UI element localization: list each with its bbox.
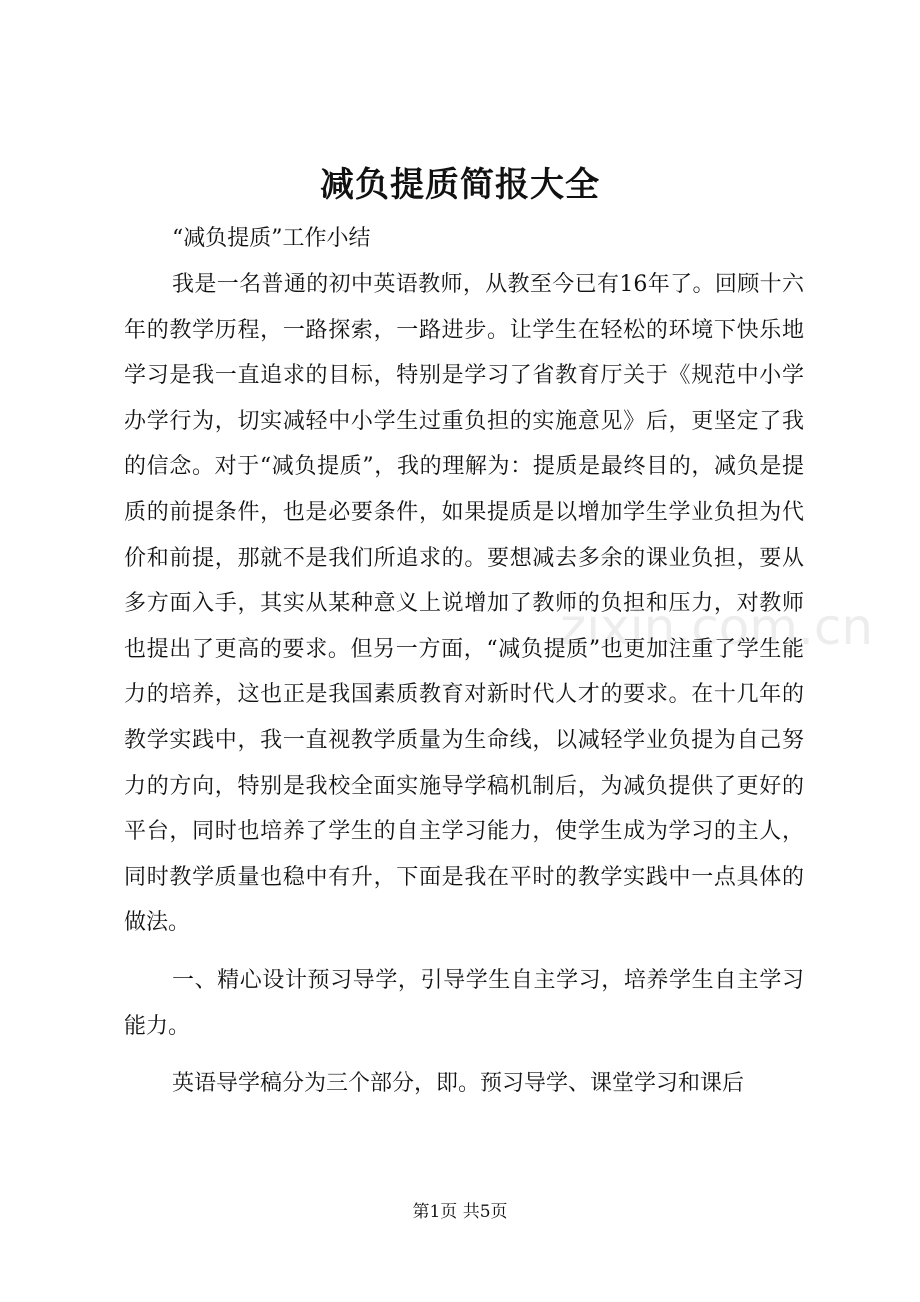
- body-paragraph: 英语导学稿分为三个部分，即。预习导学、课堂学习和课后: [172, 1071, 745, 1097]
- body-paragraph: 我是一名普通的初中英语教师，从教至今已有16年了。回顾十六年的教学历程，一路探索，一路进步。让学生在轻松的环境下快乐地学习是我一直追求的目标，特别是学习了省教育厅关于《规范中小学办学行为，切实减轻中小学生过重负担的实施意见》后，更坚定了我的信念。对于“减负提质”，我的理解为：提质是最终目的，减负是提质的前提条件，也是必要条件，如果提质是以增加学生学业负担为代价和前提，那就不是我们所追求的。要想减去多余的课业负担，要从多方面入手，其实从某种意义上说增加了教师的负担和压力，对教师也提出了更高的要求。但另一方面，“减负提质”也更加注重了学生能力的培养，这也正是我国素质教育对新时代人才的要求。在十几年的教学实践中，我一直视教学质量为生命线，以减轻学业负提为自己努力的方向，特别是我校全面实施导学稿机制后，为减负提供了更好的平台，同时也培养了学生的自主学习能力，使学生成为学习的主人，同时教学质量也稳中有升，下面是我在平时的教学实践中一点具体的做法。: [124, 272, 804, 936]
- body-paragraph: 一、精心设计预习导学，引导学生自主学习，培养学生自主学习能力。: [124, 967, 804, 1039]
- document-body: [124, 262, 804, 1107]
- watermark: zixin.com.cn: [560, 598, 874, 656]
- document-subtitle: “减负提质”工作小结: [172, 226, 371, 251]
- document-title: 减负提质简报大全: [320, 165, 600, 205]
- page-footer: 第1页 共5页: [412, 1202, 508, 1222]
